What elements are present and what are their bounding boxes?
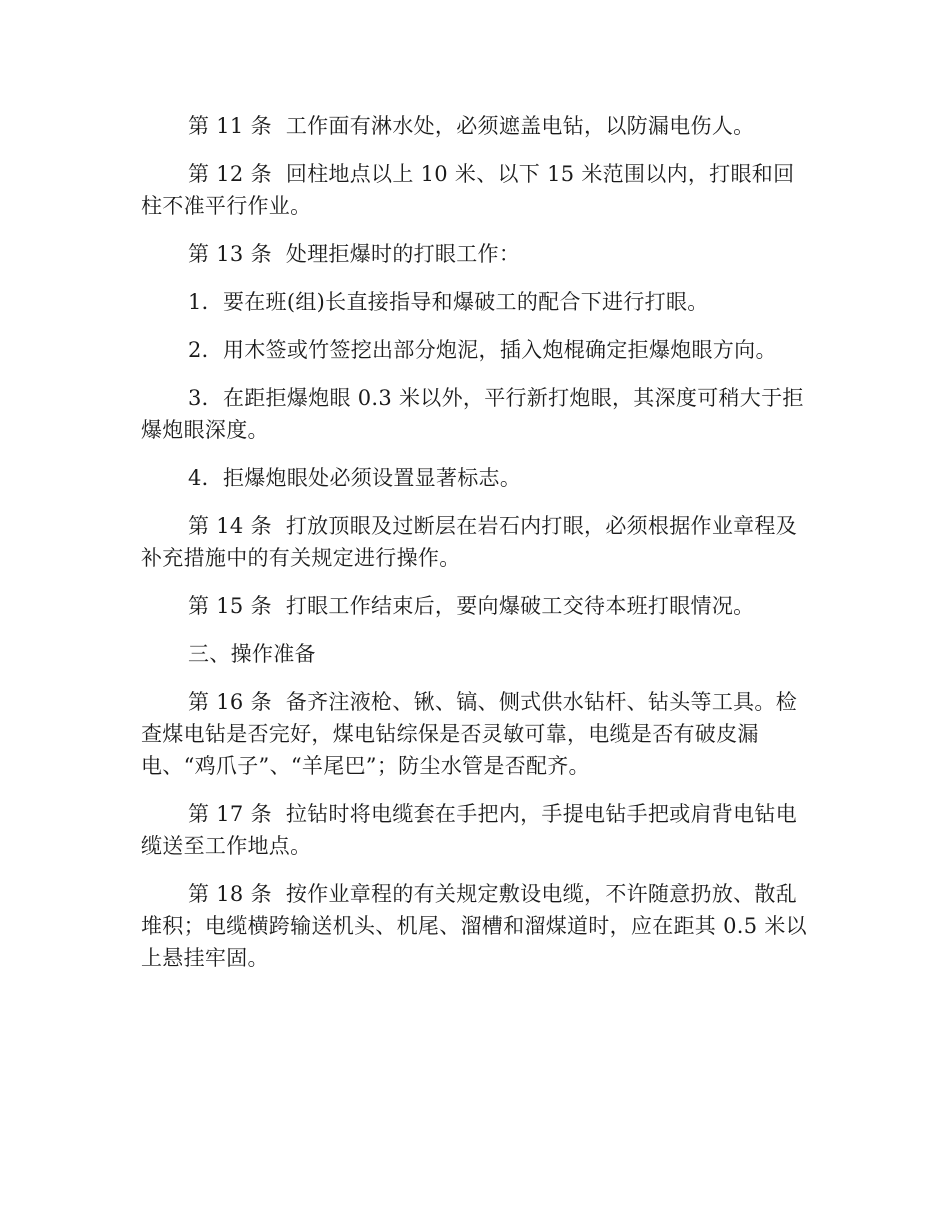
section-heading: 三、操作准备 <box>188 642 316 666</box>
list-item-4: 4．拒爆炮眼处必须设置显著标志。 <box>188 466 522 490</box>
paragraph-article-12: 第 12 条 回柱地点以上 10 米、以下 15 米范围以内，打眼和回柱不准平行作业。 <box>141 162 795 218</box>
paragraph-article-18: 第 18 条 按作业章程的有关规定敷设电缆，不许随意扔放、散乱堆积；电缆横跨输送机头、机尾、溜槽和溜煤道时，应在距其 0.5 米以上悬挂牢固。 <box>141 882 807 970</box>
list-item-1: 1．要在班(组)长直接指导和爆破工的配合下进行打眼。 <box>188 290 709 314</box>
paragraph-article-14: 第 14 条 打放顶眼及过断层在岩石内打眼，必须根据作业章程及补充措施中的有关规定进行操作。 <box>141 514 798 570</box>
paragraph-article-16: 第 16 条 备齐注液枪、锹、镐、侧式供水钻杆、钻头等工具。检查煤电钻是否完好，煤电钻综保是否灵敏可靠，电缆是否有破皮漏电、“鸡爪子”、“羊尾巴”；防尘水管是否配齐。 <box>141 690 798 778</box>
paragraph-article-15: 第 15 条 打眼工作结束后，要向爆破工交待本班打眼情况。 <box>188 594 755 618</box>
list-item-3: 3．在距拒爆炮眼 0.3 米以外，平行新打炮眼，其深度可稍大于拒爆炮眼深度。 <box>141 386 804 442</box>
list-item-2: 2．用木签或竹签挖出部分炮泥，插入炮棍确定拒爆炮眼方向。 <box>188 338 777 362</box>
paragraph-article-13: 第 13 条 处理拒爆时的打眼工作： <box>188 242 521 266</box>
paragraph-article-11: 第 11 条 工作面有淋水处，必须遮盖电钻，以防漏电伤人。 <box>188 114 755 138</box>
paragraph-article-17: 第 17 条 拉钻时将电缆套在手把内，手提电钻手把或肩背电钻电缆送至工作地点。 <box>141 802 798 858</box>
